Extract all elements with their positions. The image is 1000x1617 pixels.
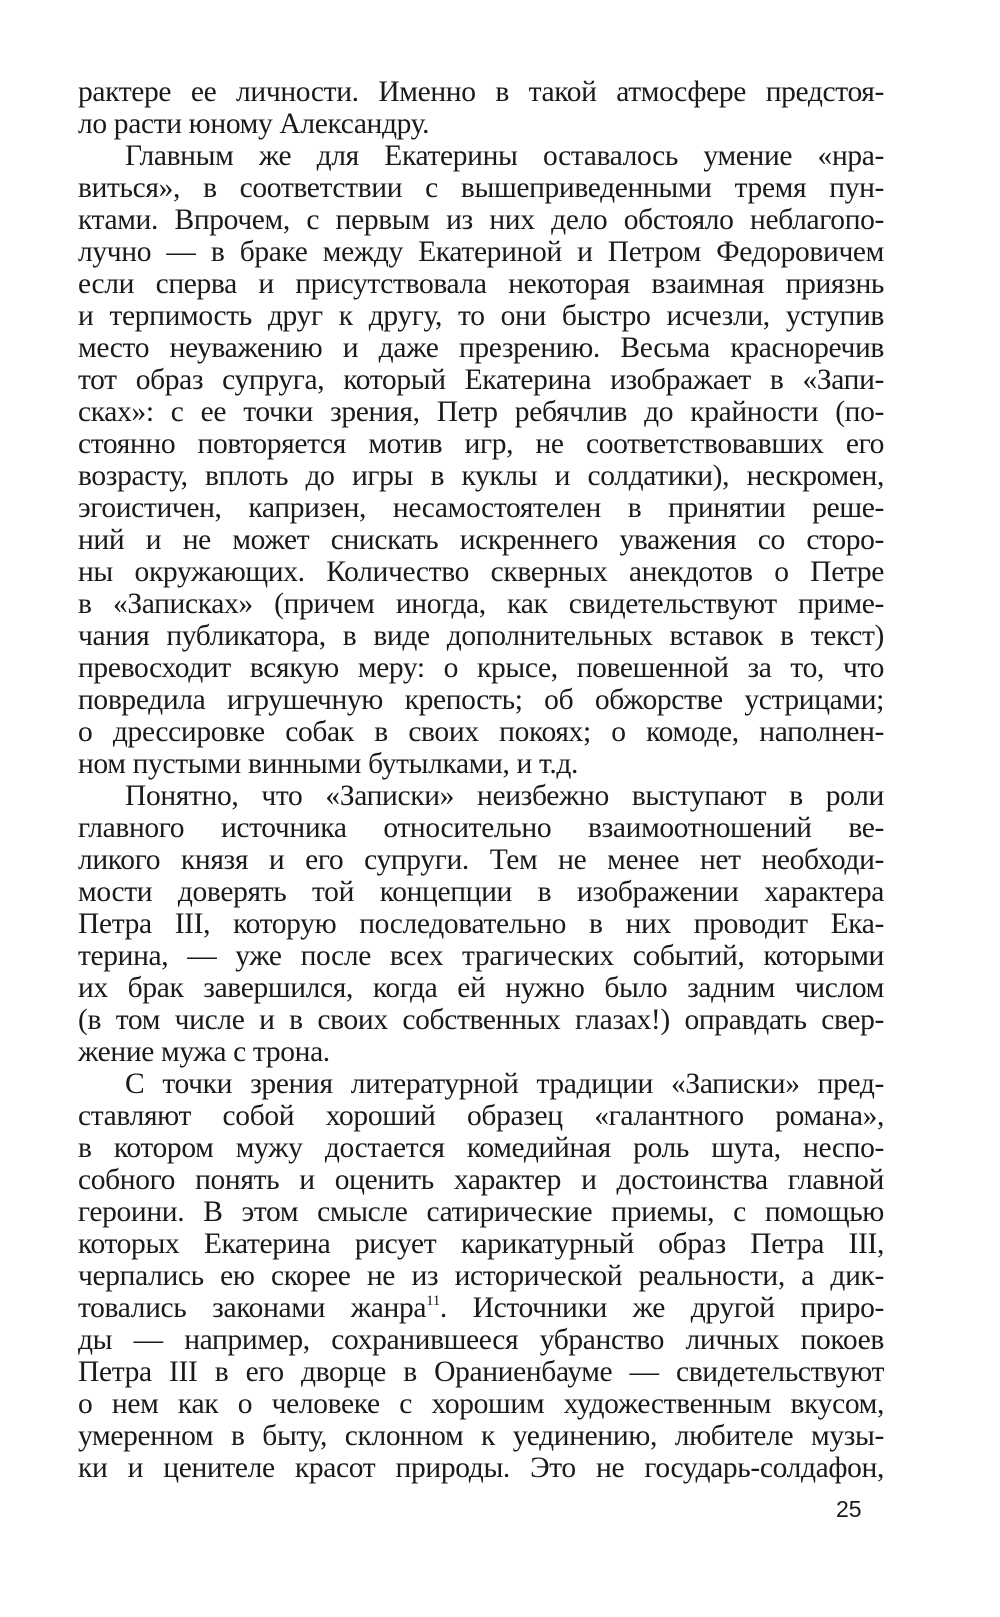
paragraph	[78, 1068, 884, 1484]
text-line: ний и не может снискать искреннего уважения со сторо-	[78, 524, 884, 556]
text-line: жение мужа с трона.	[78, 1036, 330, 1068]
text-line: сках»: с ее точки зрения, Петр ребячлив до крайности (по-	[78, 396, 884, 428]
text-line: ном пустыми винными бутылками, и т.д.	[78, 748, 579, 780]
text-line: если сперва и присутствовала некоторая взаимная приязнь	[78, 268, 884, 300]
text-segment: . Источники же другой приро-	[439, 1292, 884, 1324]
text-line: Петра III в его дворце в Ораниенбауме — свидетельствуют	[78, 1356, 884, 1388]
text-line: собного понять и оценить характер и достоинства главной	[78, 1164, 884, 1196]
text-line: ставляют собой хороший образец «галантного романа»,	[78, 1100, 884, 1132]
text-line: мости доверять той концепции в изображении характера	[78, 876, 884, 908]
text-line: Петра III, которую последовательно в них проводит Ека-	[78, 908, 884, 940]
text-line: (в том числе и в своих собственных глазах!) оправдать свер-	[78, 1004, 884, 1036]
text-line: их брак завершился, когда ей нужно было задним числом	[78, 972, 884, 1004]
text-line: о дрессировке собак в своих покоях; о комоде, наполнен-	[78, 716, 884, 748]
text-line: превосходит всякую меру: о крысе, повешенной за то, что	[78, 652, 884, 684]
text-line: ло расти юному Александру.	[78, 108, 430, 140]
text-line: ны окружающих. Количество скверных анекдотов о Петре	[78, 556, 884, 588]
text-line: умеренном в быту, склонном к уединению, любителе музы-	[78, 1420, 884, 1452]
text-line: ды — например, сохранившееся убранство личных покоев	[78, 1324, 884, 1356]
text-line: главного источника относительно взаимоотношений ве-	[78, 812, 884, 844]
text-line: лучно — в браке между Екатериной и Петром Федоровичем	[78, 236, 884, 268]
text-line: Понятно, что «Записки» неизбежно выступают в роли	[125, 780, 884, 812]
text-line-with-footnote	[78, 1292, 884, 1324]
paragraph	[78, 140, 884, 780]
text-line: эгоистичен, капризен, несамостоятелен в принятии реше-	[78, 492, 884, 524]
text-line: о нем как о человеке с хорошим художественным вкусом,	[78, 1388, 884, 1420]
paragraph	[78, 780, 884, 1068]
footnote-reference[interactable]: 11	[426, 1293, 440, 1309]
text-line: ки и ценителе красот природы. Это не государь-солдафон,	[78, 1452, 884, 1484]
text-line: героини. В этом смысле сатирические приемы, с помощью	[78, 1196, 884, 1228]
paragraph	[78, 76, 884, 140]
text-line: ликого князя и его супруги. Тем не менее нет необходи-	[78, 844, 884, 876]
text-line: терина, — уже после всех трагических событий, которыми	[78, 940, 884, 972]
text-line: стоянно повторяется мотив игр, не соответствовавших его	[78, 428, 884, 460]
text-line: С точки зрения литературной традиции «Записки» пред-	[125, 1068, 884, 1100]
page-number: 25	[836, 1496, 862, 1522]
text-line: которых Екатерина рисует карикатурный образ Петра III,	[78, 1228, 884, 1260]
text-line: и терпимость друг к другу, то они быстро исчезли, уступив	[78, 300, 884, 332]
text-line: в котором мужу достается комедийная роль шута, неспо-	[78, 1132, 884, 1164]
text-line: Главным же для Екатерины оставалось умение «нра-	[125, 140, 884, 172]
page-body	[78, 76, 884, 1484]
text-line: возрасту, вплоть до игры в куклы и солдатики), нескромен,	[78, 460, 884, 492]
text-line: черпались ею скорее не из исторической реальности, а дик-	[78, 1260, 884, 1292]
text-line: в «Записках» (причем иногда, как свидетельствуют приме-	[78, 588, 884, 620]
text-segment: товались законами жанра	[78, 1292, 427, 1324]
text-line: виться», в соответствии с вышеприведенными тремя пун-	[78, 172, 884, 204]
text-line: рактере ее личности. Именно в такой атмосфере предстоя-	[78, 76, 884, 108]
text-line: повредила игрушечную крепость; об обжорстве устрицами;	[78, 684, 884, 716]
text-line: тот образ супруга, который Екатерина изображает в «Запи-	[78, 364, 884, 396]
text-line: ктами. Впрочем, с первым из них дело обстояло неблагопо-	[78, 204, 884, 236]
text-line: чания публикатора, в виде дополнительных вставок в текст)	[78, 620, 884, 652]
text-line: место неуважению и даже презрению. Весьма красноречив	[78, 332, 884, 364]
